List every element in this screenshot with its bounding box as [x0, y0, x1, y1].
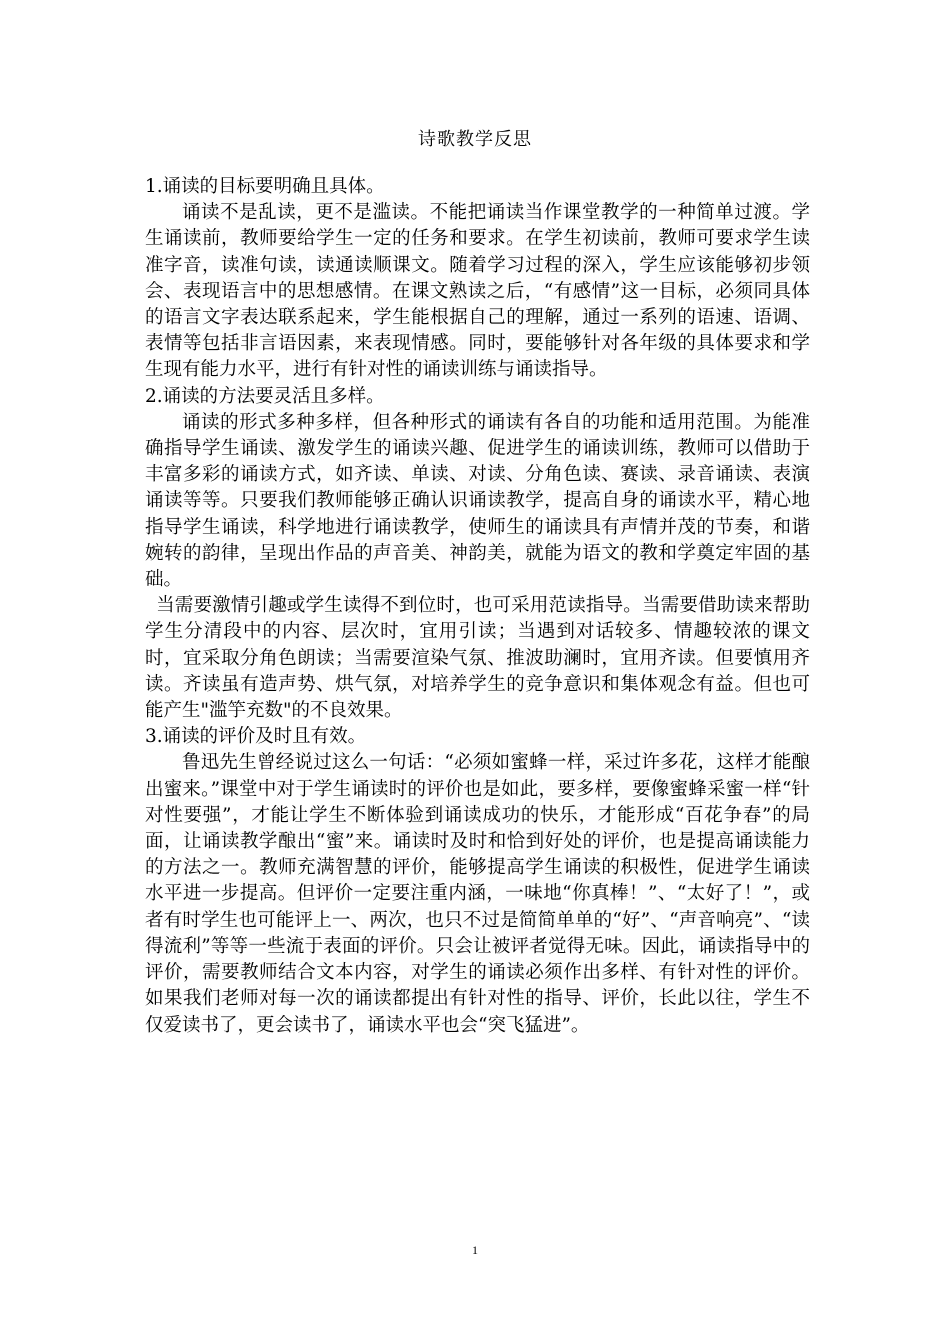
section-heading-2: 2.诵读的方法要灵活且多样。	[145, 385, 385, 407]
page-number: 1	[472, 1243, 478, 1257]
paragraph: 诵读的形式多种多样，但各种形式的诵读有各自的功能和适用范围。为能准确指导学生诵读、激发学生的诵读兴趣、促进学生的诵读训练，教师可以借助于丰富多彩的诵读方式，如齐读、单读、对读、分角色读、赛读、录音诵读、表演诵读等等。只要我们教师能够正确认识诵读教学，提高自身的诵读水平，精心地指导学生诵读，科学地进行诵读教学，使师生的诵读具有声情并茂的节奏，和谐婉转的韵律，呈现出作品的声音美、神韵美，就能为语文的教和学奠定牢固的基础。	[145, 411, 810, 591]
paragraph: 诵读不是乱读，更不是滥读。不能把诵读当作课堂教学的一种简单过渡。学生诵读前，教师要给学生一定的任务和要求。在学生初读前，教师可要求学生读准字音，读准句读，读通读顺课文。随着学习过程的深入，学生应该能够初步领会、表现语言中的思想感情。在课文熟读之后，“有感情”这一目标，必须同具体的语言文字表达联系起来，学生能根据自己的理解，通过一系列的语速、语调、表情等包括非言语因素，来表现情感。同时，要能够针对各年级的具体要求和学生现有能力水平，进行有针对性的诵读训练与诵读指导。	[145, 202, 810, 381]
paragraph: 当需要激情引趣或学生读得不到位时，也可采用范读指导。当需要借助读来帮助学生分清段中的内容、层次时，宜用引读；当遇到对话较多、情趣较浓的课文时，宜采取分角色朗读；当需要渲染气氛、推波助澜时，宜用齐读。但要慎用齐读。齐读虽有造声势、烘气氛，对培养学生的竞争意识和集体观念有益。但也可能产生"滥竽充数"的不良效果。	[145, 595, 810, 722]
page-title: 诗歌教学反思	[418, 129, 532, 150]
section-heading-3: 3.诵读的评价及时且有效。	[145, 726, 367, 748]
paragraph: 鲁迅先生曾经说过这么一句话：“必须如蜜蜂一样，采过许多花，这样才能酿出蜜来。”课堂中对于学生诵读时的评价也是如此，要多样，要像蜜蜂采蜜一样“针对性要强”，才能让学生不断体验到诵读成功的快乐，才能形成“百花争春”的局面，让诵读教学酿出“蜜”来。诵读时及时和恰到好处的评价，也是提高诵读能力的方法之一。教师充满智慧的评价，能够提高学生诵读的积极性，促进学生诵读水平进一步提高。但评价一定要注重内涵，一味地“你真棒！”、“太好了！”，或者有时学生也可能评上一、两次，也只不过是简简单单的“好”、“声音响亮”、“读得流利”等等一些流于表面的评价。只会让被评者觉得无味。因此，诵读指导中的评价，需要教师结合文本内容，对学生的诵读必须作出多样、有针对性的评价。如果我们老师对每一次的诵读都提出有针对性的指导、评价，长此以往，学生不仅爱读书了，更会读书了，诵读水平也会“突飞猛进”。	[145, 752, 810, 1036]
document-body	[145, 174, 810, 1039]
section-heading-1: 1.诵读的目标要明确且具体。	[145, 176, 385, 197]
